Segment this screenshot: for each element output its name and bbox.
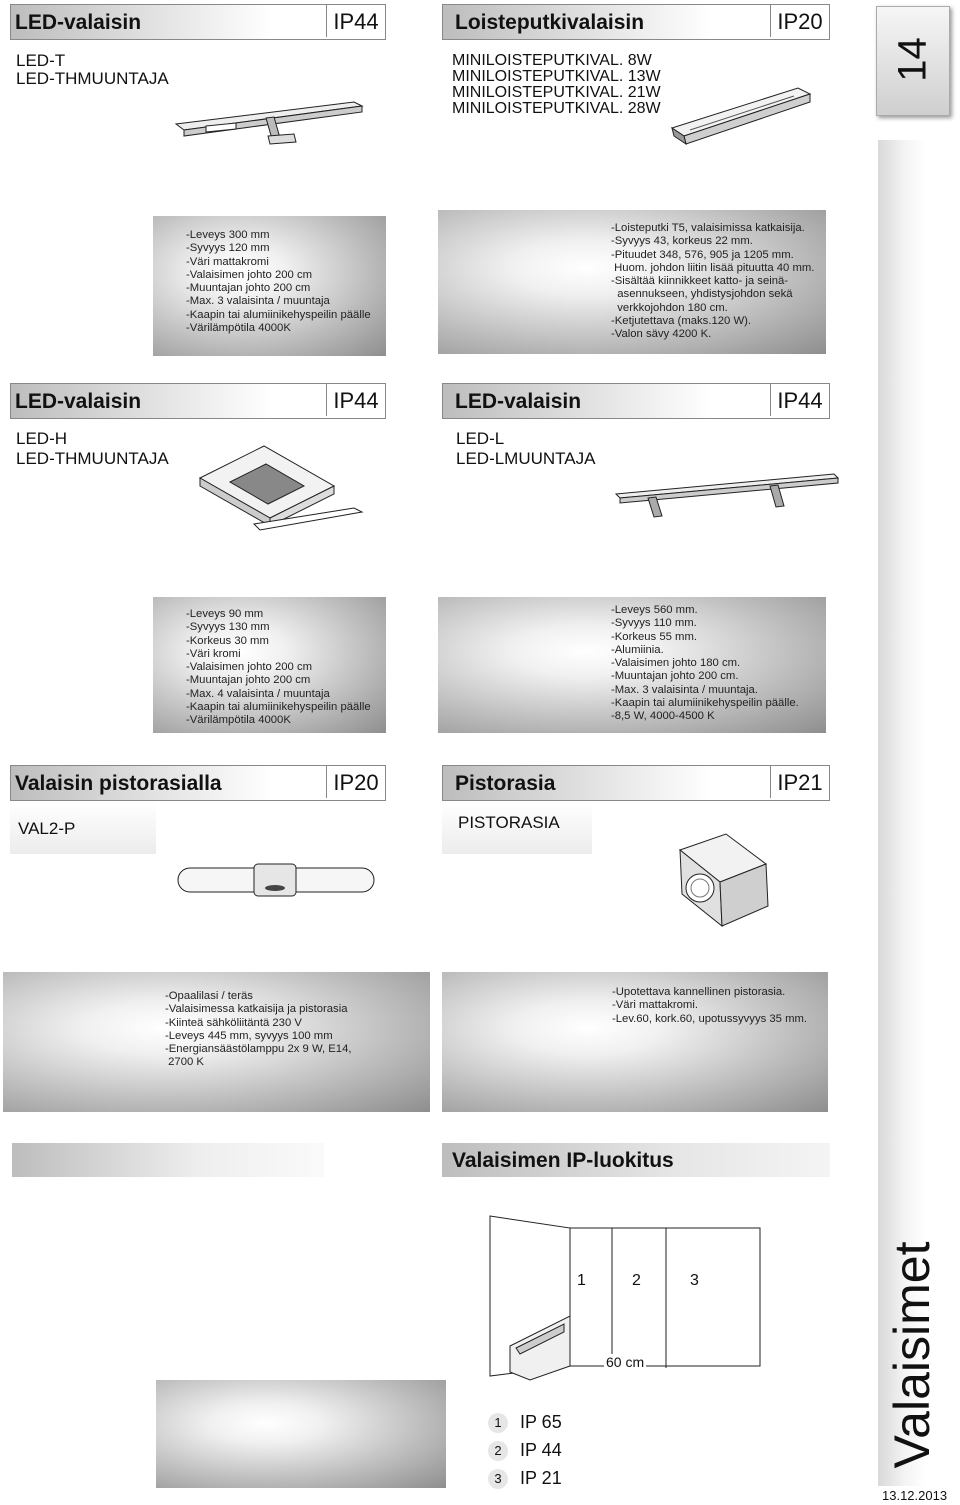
model-line: LED-H: [16, 429, 68, 448]
spec-text: -Opaalilasi / teräs -Valaisimessa katkaisija ja pistorasia -Kiinteä sähköliitäntä 230 V -Leveys 445 mm, syvyys 100 mm -Energiansäästölamppu 2x 9 W, E14, 2700 K: [165, 990, 352, 1069]
ip-badge: IP44: [326, 5, 385, 37]
product-header: [442, 765, 830, 801]
zone-badge: 1: [488, 1413, 508, 1433]
legend-ip: IP 65: [520, 1412, 562, 1432]
model-line: LED-L: [456, 429, 505, 448]
spec-text: -Leveys 560 mm. -Syvyys 110 mm. -Korkeus 55 mm. -Alumiinia. -Valaisimen johto 180 cm. -Muuntajan johto 200 cm. -Max. 3 valaisinta / muuntaja. -Kaapin tai alumiinikehyspeilin päälle. -8,5 W, 4000-4500 K: [611, 604, 799, 723]
product-title: LED-valaisin: [15, 11, 142, 34]
ip-badge: IP20: [326, 766, 385, 798]
distance-text: 60 cm: [606, 1354, 645, 1370]
model-line: MINILOISTEPUTKIVAL. 21W: [452, 84, 661, 101]
zone-badge: 2: [488, 1441, 508, 1461]
page-number-tab: [876, 6, 950, 116]
date: 13.12.2013: [882, 1488, 948, 1503]
spec-text: -Upotettava kannellinen pistorasia. -Väri mattakromi. -Lev.60, kork.60, upotussyvyys 35 mm.: [612, 986, 808, 1025]
zone-label: 2: [632, 1272, 641, 1289]
val2-p-lamp-drawing: [176, 860, 376, 910]
model-line: PISTORASIA: [458, 813, 560, 832]
legend-row: [488, 1468, 562, 1489]
left-gray-bar: [12, 1143, 324, 1177]
led-t-lamp-drawing: [176, 96, 376, 156]
led-l-lamp-drawing: [612, 470, 842, 520]
spec-text: -Leveys 90 mm -Syvyys 130 mm -Korkeus 30 mm -Väri kromi -Valaisimen johto 200 cm -Muuntajan johto 200 cm -Max. 4 valaisinta / muuntaja -Kaapin tai alumiinikehyspeilin päälle -Värilämpötila 4000K: [186, 608, 371, 727]
model-line: LED-T: [16, 51, 66, 70]
ip-badge: IP44: [770, 384, 829, 416]
side-title: Valaisimet: [884, 1241, 940, 1469]
legend-ip: IP 21: [520, 1468, 562, 1488]
product-header: [442, 383, 830, 419]
product-title: Valaisin pistorasialla: [15, 772, 222, 795]
page-number: 14: [890, 37, 935, 82]
product-title: Loisteputkivalaisin: [455, 11, 645, 34]
model-line: LED-LMUUNTAJA: [456, 449, 596, 468]
legend-row: [488, 1412, 562, 1433]
model-line: VAL2-P: [18, 819, 76, 838]
led-h-lamp-drawing: [194, 442, 374, 532]
product-header: [10, 383, 386, 419]
product-header: [10, 765, 386, 801]
ip-diagram-box: [156, 1380, 446, 1488]
model-line: MINILOISTEPUTKIVAL. 28W: [452, 100, 661, 117]
ip-badge: IP44: [326, 384, 385, 416]
product-title: LED-valaisin: [15, 390, 142, 413]
model-line: MINILOISTEPUTKIVAL. 13W: [452, 68, 661, 85]
model-line: MINILOISTEPUTKIVAL. 8W: [452, 52, 652, 69]
product-header: [10, 4, 386, 40]
product-title: LED-valaisin: [455, 390, 582, 413]
model-line: LED-THMUUNTAJA: [16, 449, 169, 468]
spec-text: -Leveys 300 mm -Syvyys 120 mm -Väri mattakromi -Valaisimen johto 200 cm -Muuntajan johto 200 cm -Max. 3 valaisinta / muuntaja -Kaapin tai alumiinikehyspeilin päälle -Värilämpötila 4000K: [186, 229, 371, 335]
ip-section-title: Valaisimen IP-luokitus: [452, 1149, 674, 1172]
spec-text: -Loisteputki T5, valaisimissa katkaisija. -Syvyys 43, korkeus 22 mm. -Pituudet 348, 576, 905 ja 1205 mm. Huom. johdon liitin lisää pituutta 40 mm. -Sisältää kiinnikkeet katto- ja seinä- asennukseen, yhdistysjohdon sekä verkkojohdon 180 cm. -Ketjutettava (maks.120 W). -Valon sävy 4200 K.: [611, 222, 815, 341]
ip-badge: IP21: [770, 766, 829, 798]
product-header: [442, 4, 830, 40]
product-title: Pistorasia: [455, 772, 556, 795]
zone-label: 1: [577, 1272, 586, 1289]
model-line: LED-THMUUNTAJA: [16, 69, 169, 88]
zone-label: 3: [690, 1272, 699, 1289]
fluorescent-tube-drawing: [670, 84, 820, 154]
distance-label: [604, 1354, 646, 1370]
legend-ip: IP 44: [520, 1440, 562, 1460]
socket-drawing: [670, 830, 780, 930]
ip-section-header: [442, 1143, 830, 1177]
legend-row: [488, 1440, 562, 1461]
ip-badge: IP20: [770, 5, 829, 37]
zone-badge: 3: [488, 1469, 508, 1489]
